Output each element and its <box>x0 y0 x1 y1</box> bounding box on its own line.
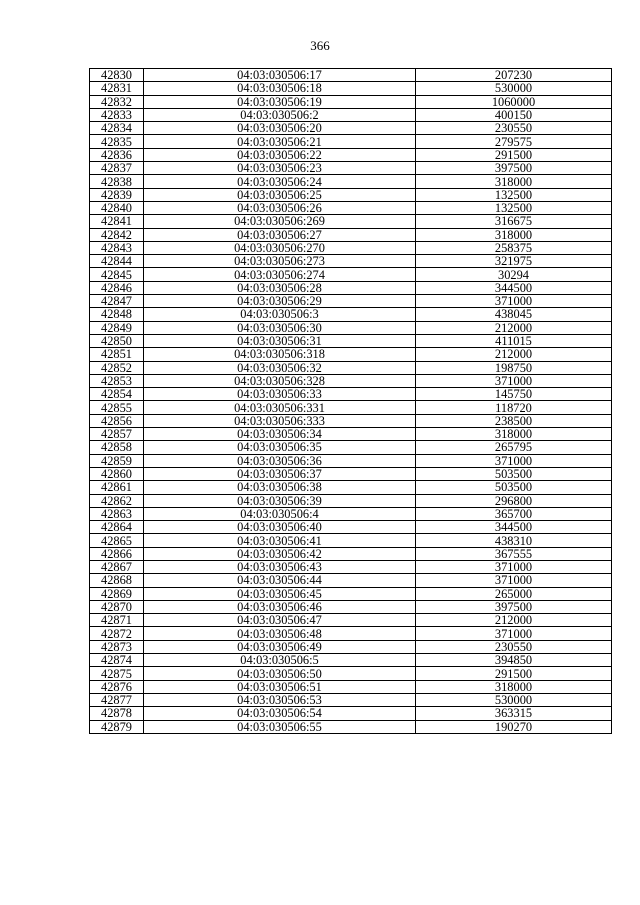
cadastral-number-cell: 04:03:030506:44 <box>144 574 416 587</box>
row-number-cell: 42839 <box>90 188 144 201</box>
table-row <box>90 614 612 627</box>
table-row <box>90 707 612 720</box>
cadastral-number-cell: 04:03:030506:22 <box>144 148 416 161</box>
row-number-cell: 42845 <box>90 268 144 281</box>
data-table <box>89 68 612 734</box>
cadastral-number-cell: 04:03:030506:270 <box>144 241 416 254</box>
cadastral-number-cell: 04:03:030506:37 <box>144 467 416 480</box>
cadastral-number-cell: 04:03:030506:318 <box>144 348 416 361</box>
table-row <box>90 361 612 374</box>
value-cell: 394850 <box>416 654 612 667</box>
table-row <box>90 334 612 347</box>
table-row <box>90 188 612 201</box>
table-body <box>90 69 612 734</box>
cadastral-number-cell: 04:03:030506:5 <box>144 654 416 667</box>
table-row <box>90 414 612 427</box>
cadastral-number-cell: 04:03:030506:23 <box>144 162 416 175</box>
value-cell: 397500 <box>416 600 612 613</box>
table-row <box>90 467 612 480</box>
cadastral-number-cell: 04:03:030506:18 <box>144 82 416 95</box>
cadastral-number-cell: 04:03:030506:33 <box>144 388 416 401</box>
row-number-cell: 42857 <box>90 428 144 441</box>
value-cell: 212000 <box>416 348 612 361</box>
row-number-cell: 42872 <box>90 627 144 640</box>
row-number-cell: 42863 <box>90 507 144 520</box>
cadastral-number-cell: 04:03:030506:47 <box>144 614 416 627</box>
cadastral-number-cell: 04:03:030506:51 <box>144 680 416 693</box>
value-cell: 279575 <box>416 135 612 148</box>
row-number-cell: 42836 <box>90 148 144 161</box>
row-number-cell: 42867 <box>90 560 144 573</box>
row-number-cell: 42833 <box>90 108 144 121</box>
row-number-cell: 42873 <box>90 640 144 653</box>
value-cell: 207230 <box>416 69 612 82</box>
value-cell: 530000 <box>416 82 612 95</box>
value-cell: 318000 <box>416 228 612 241</box>
row-number-cell: 42840 <box>90 201 144 214</box>
row-number-cell: 42834 <box>90 122 144 135</box>
table-row <box>90 600 612 613</box>
row-number-cell: 42864 <box>90 521 144 534</box>
cadastral-number-cell: 04:03:030506:45 <box>144 587 416 600</box>
table-row <box>90 388 612 401</box>
table-row <box>90 560 612 573</box>
row-number-cell: 42879 <box>90 720 144 733</box>
table-row <box>90 215 612 228</box>
table-row <box>90 69 612 82</box>
value-cell: 397500 <box>416 162 612 175</box>
value-cell: 371000 <box>416 560 612 573</box>
value-cell: 321975 <box>416 255 612 268</box>
value-cell: 400150 <box>416 108 612 121</box>
table-row <box>90 228 612 241</box>
cadastral-number-cell: 04:03:030506:42 <box>144 547 416 560</box>
row-number-cell: 42859 <box>90 454 144 467</box>
row-number-cell: 42862 <box>90 494 144 507</box>
cadastral-number-cell: 04:03:030506:28 <box>144 281 416 294</box>
table-row <box>90 122 612 135</box>
cadastral-number-cell: 04:03:030506:274 <box>144 268 416 281</box>
value-cell: 265000 <box>416 587 612 600</box>
table-row <box>90 148 612 161</box>
value-cell: 371000 <box>416 374 612 387</box>
cadastral-number-cell: 04:03:030506:21 <box>144 135 416 148</box>
cadastral-number-cell: 04:03:030506:35 <box>144 441 416 454</box>
table-row <box>90 547 612 560</box>
value-cell: 530000 <box>416 693 612 706</box>
row-number-cell: 42850 <box>90 334 144 347</box>
row-number-cell: 42877 <box>90 693 144 706</box>
row-number-cell: 42869 <box>90 587 144 600</box>
value-cell: 132500 <box>416 201 612 214</box>
row-number-cell: 42874 <box>90 654 144 667</box>
table-row <box>90 587 612 600</box>
table-row <box>90 720 612 733</box>
row-number-cell: 42860 <box>90 467 144 480</box>
value-cell: 30294 <box>416 268 612 281</box>
row-number-cell: 42854 <box>90 388 144 401</box>
table-row <box>90 281 612 294</box>
cadastral-number-cell: 04:03:030506:328 <box>144 374 416 387</box>
cadastral-number-cell: 04:03:030506:49 <box>144 640 416 653</box>
value-cell: 344500 <box>416 281 612 294</box>
cadastral-number-cell: 04:03:030506:41 <box>144 534 416 547</box>
row-number-cell: 42856 <box>90 414 144 427</box>
row-number-cell: 42831 <box>90 82 144 95</box>
table-row <box>90 521 612 534</box>
value-cell: 318000 <box>416 680 612 693</box>
value-cell: 258375 <box>416 241 612 254</box>
value-cell: 367555 <box>416 547 612 560</box>
cadastral-number-cell: 04:03:030506:38 <box>144 481 416 494</box>
cadastral-number-cell: 04:03:030506:43 <box>144 560 416 573</box>
value-cell: 316675 <box>416 215 612 228</box>
table-row <box>90 693 612 706</box>
value-cell: 118720 <box>416 401 612 414</box>
cadastral-number-cell: 04:03:030506:19 <box>144 95 416 108</box>
table-row <box>90 268 612 281</box>
table-row <box>90 348 612 361</box>
cadastral-number-cell: 04:03:030506:48 <box>144 627 416 640</box>
row-number-cell: 42855 <box>90 401 144 414</box>
table-row <box>90 401 612 414</box>
value-cell: 503500 <box>416 481 612 494</box>
cadastral-number-cell: 04:03:030506:26 <box>144 201 416 214</box>
table-row <box>90 82 612 95</box>
value-cell: 230550 <box>416 640 612 653</box>
value-cell: 296800 <box>416 494 612 507</box>
table-row <box>90 108 612 121</box>
row-number-cell: 42847 <box>90 295 144 308</box>
value-cell: 291500 <box>416 148 612 161</box>
value-cell: 318000 <box>416 428 612 441</box>
cadastral-number-cell: 04:03:030506:53 <box>144 693 416 706</box>
row-number-cell: 42865 <box>90 534 144 547</box>
row-number-cell: 42875 <box>90 667 144 680</box>
value-cell: 438310 <box>416 534 612 547</box>
value-cell: 1060000 <box>416 95 612 108</box>
cadastral-number-cell: 04:03:030506:55 <box>144 720 416 733</box>
value-cell: 190270 <box>416 720 612 733</box>
table-row <box>90 680 612 693</box>
table-row <box>90 654 612 667</box>
table-row <box>90 454 612 467</box>
value-cell: 291500 <box>416 667 612 680</box>
cadastral-number-cell: 04:03:030506:17 <box>144 69 416 82</box>
table-row <box>90 441 612 454</box>
row-number-cell: 42866 <box>90 547 144 560</box>
table-row <box>90 241 612 254</box>
row-number-cell: 42830 <box>90 69 144 82</box>
value-cell: 318000 <box>416 175 612 188</box>
cadastral-number-cell: 04:03:030506:20 <box>144 122 416 135</box>
cadastral-number-cell: 04:03:030506:50 <box>144 667 416 680</box>
cadastral-number-cell: 04:03:030506:32 <box>144 361 416 374</box>
table-row <box>90 640 612 653</box>
table-row <box>90 321 612 334</box>
table-row <box>90 667 612 680</box>
row-number-cell: 42838 <box>90 175 144 188</box>
value-cell: 230550 <box>416 122 612 135</box>
cadastral-number-cell: 04:03:030506:34 <box>144 428 416 441</box>
row-number-cell: 42841 <box>90 215 144 228</box>
value-cell: 371000 <box>416 627 612 640</box>
row-number-cell: 42868 <box>90 574 144 587</box>
cadastral-number-cell: 04:03:030506:46 <box>144 600 416 613</box>
cadastral-number-cell: 04:03:030506:4 <box>144 507 416 520</box>
table-row <box>90 135 612 148</box>
value-cell: 212000 <box>416 614 612 627</box>
cadastral-number-cell: 04:03:030506:273 <box>144 255 416 268</box>
value-cell: 371000 <box>416 574 612 587</box>
cadastral-number-cell: 04:03:030506:40 <box>144 521 416 534</box>
cadastral-number-cell: 04:03:030506:269 <box>144 215 416 228</box>
value-cell: 371000 <box>416 454 612 467</box>
row-number-cell: 42878 <box>90 707 144 720</box>
row-number-cell: 42876 <box>90 680 144 693</box>
row-number-cell: 42844 <box>90 255 144 268</box>
value-cell: 238500 <box>416 414 612 427</box>
cadastral-number-cell: 04:03:030506:331 <box>144 401 416 414</box>
cadastral-number-cell: 04:03:030506:29 <box>144 295 416 308</box>
row-number-cell: 42861 <box>90 481 144 494</box>
row-number-cell: 42846 <box>90 281 144 294</box>
cadastral-number-cell: 04:03:030506:39 <box>144 494 416 507</box>
table-row <box>90 481 612 494</box>
cadastral-number-cell: 04:03:030506:2 <box>144 108 416 121</box>
value-cell: 363315 <box>416 707 612 720</box>
table-row <box>90 308 612 321</box>
table-row <box>90 162 612 175</box>
value-cell: 365700 <box>416 507 612 520</box>
row-number-cell: 42852 <box>90 361 144 374</box>
value-cell: 265795 <box>416 441 612 454</box>
cadastral-number-cell: 04:03:030506:30 <box>144 321 416 334</box>
value-cell: 212000 <box>416 321 612 334</box>
table-row <box>90 95 612 108</box>
row-number-cell: 42835 <box>90 135 144 148</box>
value-cell: 438045 <box>416 308 612 321</box>
table-row <box>90 255 612 268</box>
value-cell: 371000 <box>416 295 612 308</box>
table-row <box>90 428 612 441</box>
row-number-cell: 42848 <box>90 308 144 321</box>
table-row <box>90 574 612 587</box>
row-number-cell: 42851 <box>90 348 144 361</box>
cadastral-number-cell: 04:03:030506:54 <box>144 707 416 720</box>
table-row <box>90 201 612 214</box>
value-cell: 145750 <box>416 388 612 401</box>
row-number-cell: 42871 <box>90 614 144 627</box>
cadastral-number-cell: 04:03:030506:31 <box>144 334 416 347</box>
value-cell: 503500 <box>416 467 612 480</box>
table-row <box>90 374 612 387</box>
value-cell: 198750 <box>416 361 612 374</box>
table-row <box>90 627 612 640</box>
row-number-cell: 42832 <box>90 95 144 108</box>
row-number-cell: 42853 <box>90 374 144 387</box>
table-row <box>90 175 612 188</box>
value-cell: 132500 <box>416 188 612 201</box>
cadastral-number-cell: 04:03:030506:3 <box>144 308 416 321</box>
value-cell: 344500 <box>416 521 612 534</box>
row-number-cell: 42842 <box>90 228 144 241</box>
value-cell: 411015 <box>416 334 612 347</box>
row-number-cell: 42843 <box>90 241 144 254</box>
cadastral-number-cell: 04:03:030506:333 <box>144 414 416 427</box>
cadastral-number-cell: 04:03:030506:25 <box>144 188 416 201</box>
page-number: 366 <box>310 38 330 53</box>
cadastral-number-cell: 04:03:030506:36 <box>144 454 416 467</box>
table-row <box>90 534 612 547</box>
table-row <box>90 507 612 520</box>
row-number-cell: 42849 <box>90 321 144 334</box>
row-number-cell: 42858 <box>90 441 144 454</box>
cadastral-number-cell: 04:03:030506:27 <box>144 228 416 241</box>
table-row <box>90 494 612 507</box>
cadastral-number-cell: 04:03:030506:24 <box>144 175 416 188</box>
row-number-cell: 42837 <box>90 162 144 175</box>
table-row <box>90 295 612 308</box>
row-number-cell: 42870 <box>90 600 144 613</box>
